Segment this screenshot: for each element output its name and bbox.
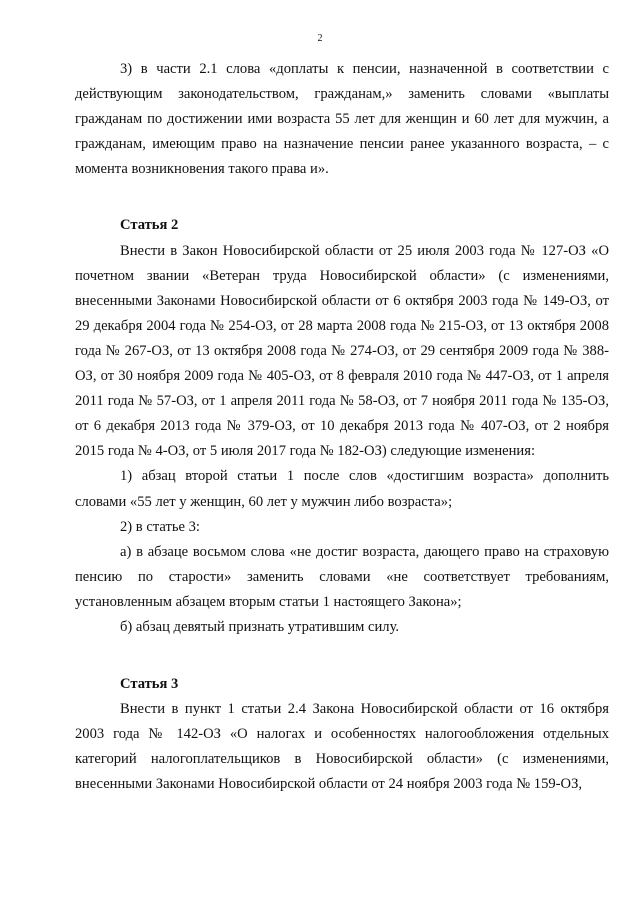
article-2-item-2b: б) абзац девятый признать утратившим силу. [120,618,400,635]
article-2-body: Внести в Закон Новосибирской области от 25 июля 2003 года № 127-ОЗ «О почетном звании «Ветеран труда Новосибирской области» (с изменениями, внесенными Законами Новосибирской области от 6 октября 2003 года № 149-ОЗ, от 29 декабря 2004 года № 254-ОЗ, от 28 марта 2008 года № 215-ОЗ, от 13 октября 2008 года № 267-ОЗ, от 13 октября 2008 года № 274-ОЗ, от 29 сентября 2009 года № 388-ОЗ, от 30 ноября 2009 года № 405-ОЗ, от 8 февраля 2010 года № 447-ОЗ, от 1 апреля 2011 года № 57-ОЗ, от 1 апреля 2011 года № 58-ОЗ, от 7 ноября 2011 года № 135-ОЗ, от 6 декабря 2013 года № 379-ОЗ, от 10 декабря 2013 года № 407-ОЗ, от 2 ноября 2015 года № 4-ОЗ, от 5 июля 2017 года № 182-ОЗ) следующие изменения: [75,242,609,460]
article-2-item-2: 2) в статье 3: [120,518,200,535]
article-2-section [75,213,609,640]
document-body [75,57,609,798]
article-2-item-2a: а) в абзаце восьмом слова «не достиг возраста, дающего право на страховую пенсию по старости» заменить словами «не соответствует требованиям, установленным абзацем вторым статьи 1 настоящего Закона»; [75,543,609,610]
paragraph-item-3: 3) в части 2.1 слова «доплаты к пенсии, назначенной в соответствии с действующим законодательством, гражданам,» заменить словами «выплаты гражданам по достижении ими возраста 55 лет для женщин и 60 лет для мужчин, а гражданам, имеющим право на назначение пенсии ранее указанного возраста, – с момента возникновения такого права и». [75,61,609,178]
page-number: 2 [317,33,323,44]
article-2-heading: Статья 2 [120,217,179,234]
article-3-body: Внести в пункт 1 статьи 2.4 Закона Новосибирской области от 16 октября 2003 года № 142-ОЗ «О налогах и особенностях налогообложения отдельных категорий налогоплательщиков в Новосибирской области» (с изменениями, внесенными Законами Новосибирской области от 24 ноября 2003 года № 159-ОЗ, [75,701,609,793]
article-2-item-1: 1) абзац второй статьи 1 после слов «достигшим возраста» дополнить словами «55 лет у женщин, 60 лет у мужчин либо возраста»; [75,468,609,510]
article-3-section [75,672,609,797]
article-3-heading: Статья 3 [120,676,179,693]
